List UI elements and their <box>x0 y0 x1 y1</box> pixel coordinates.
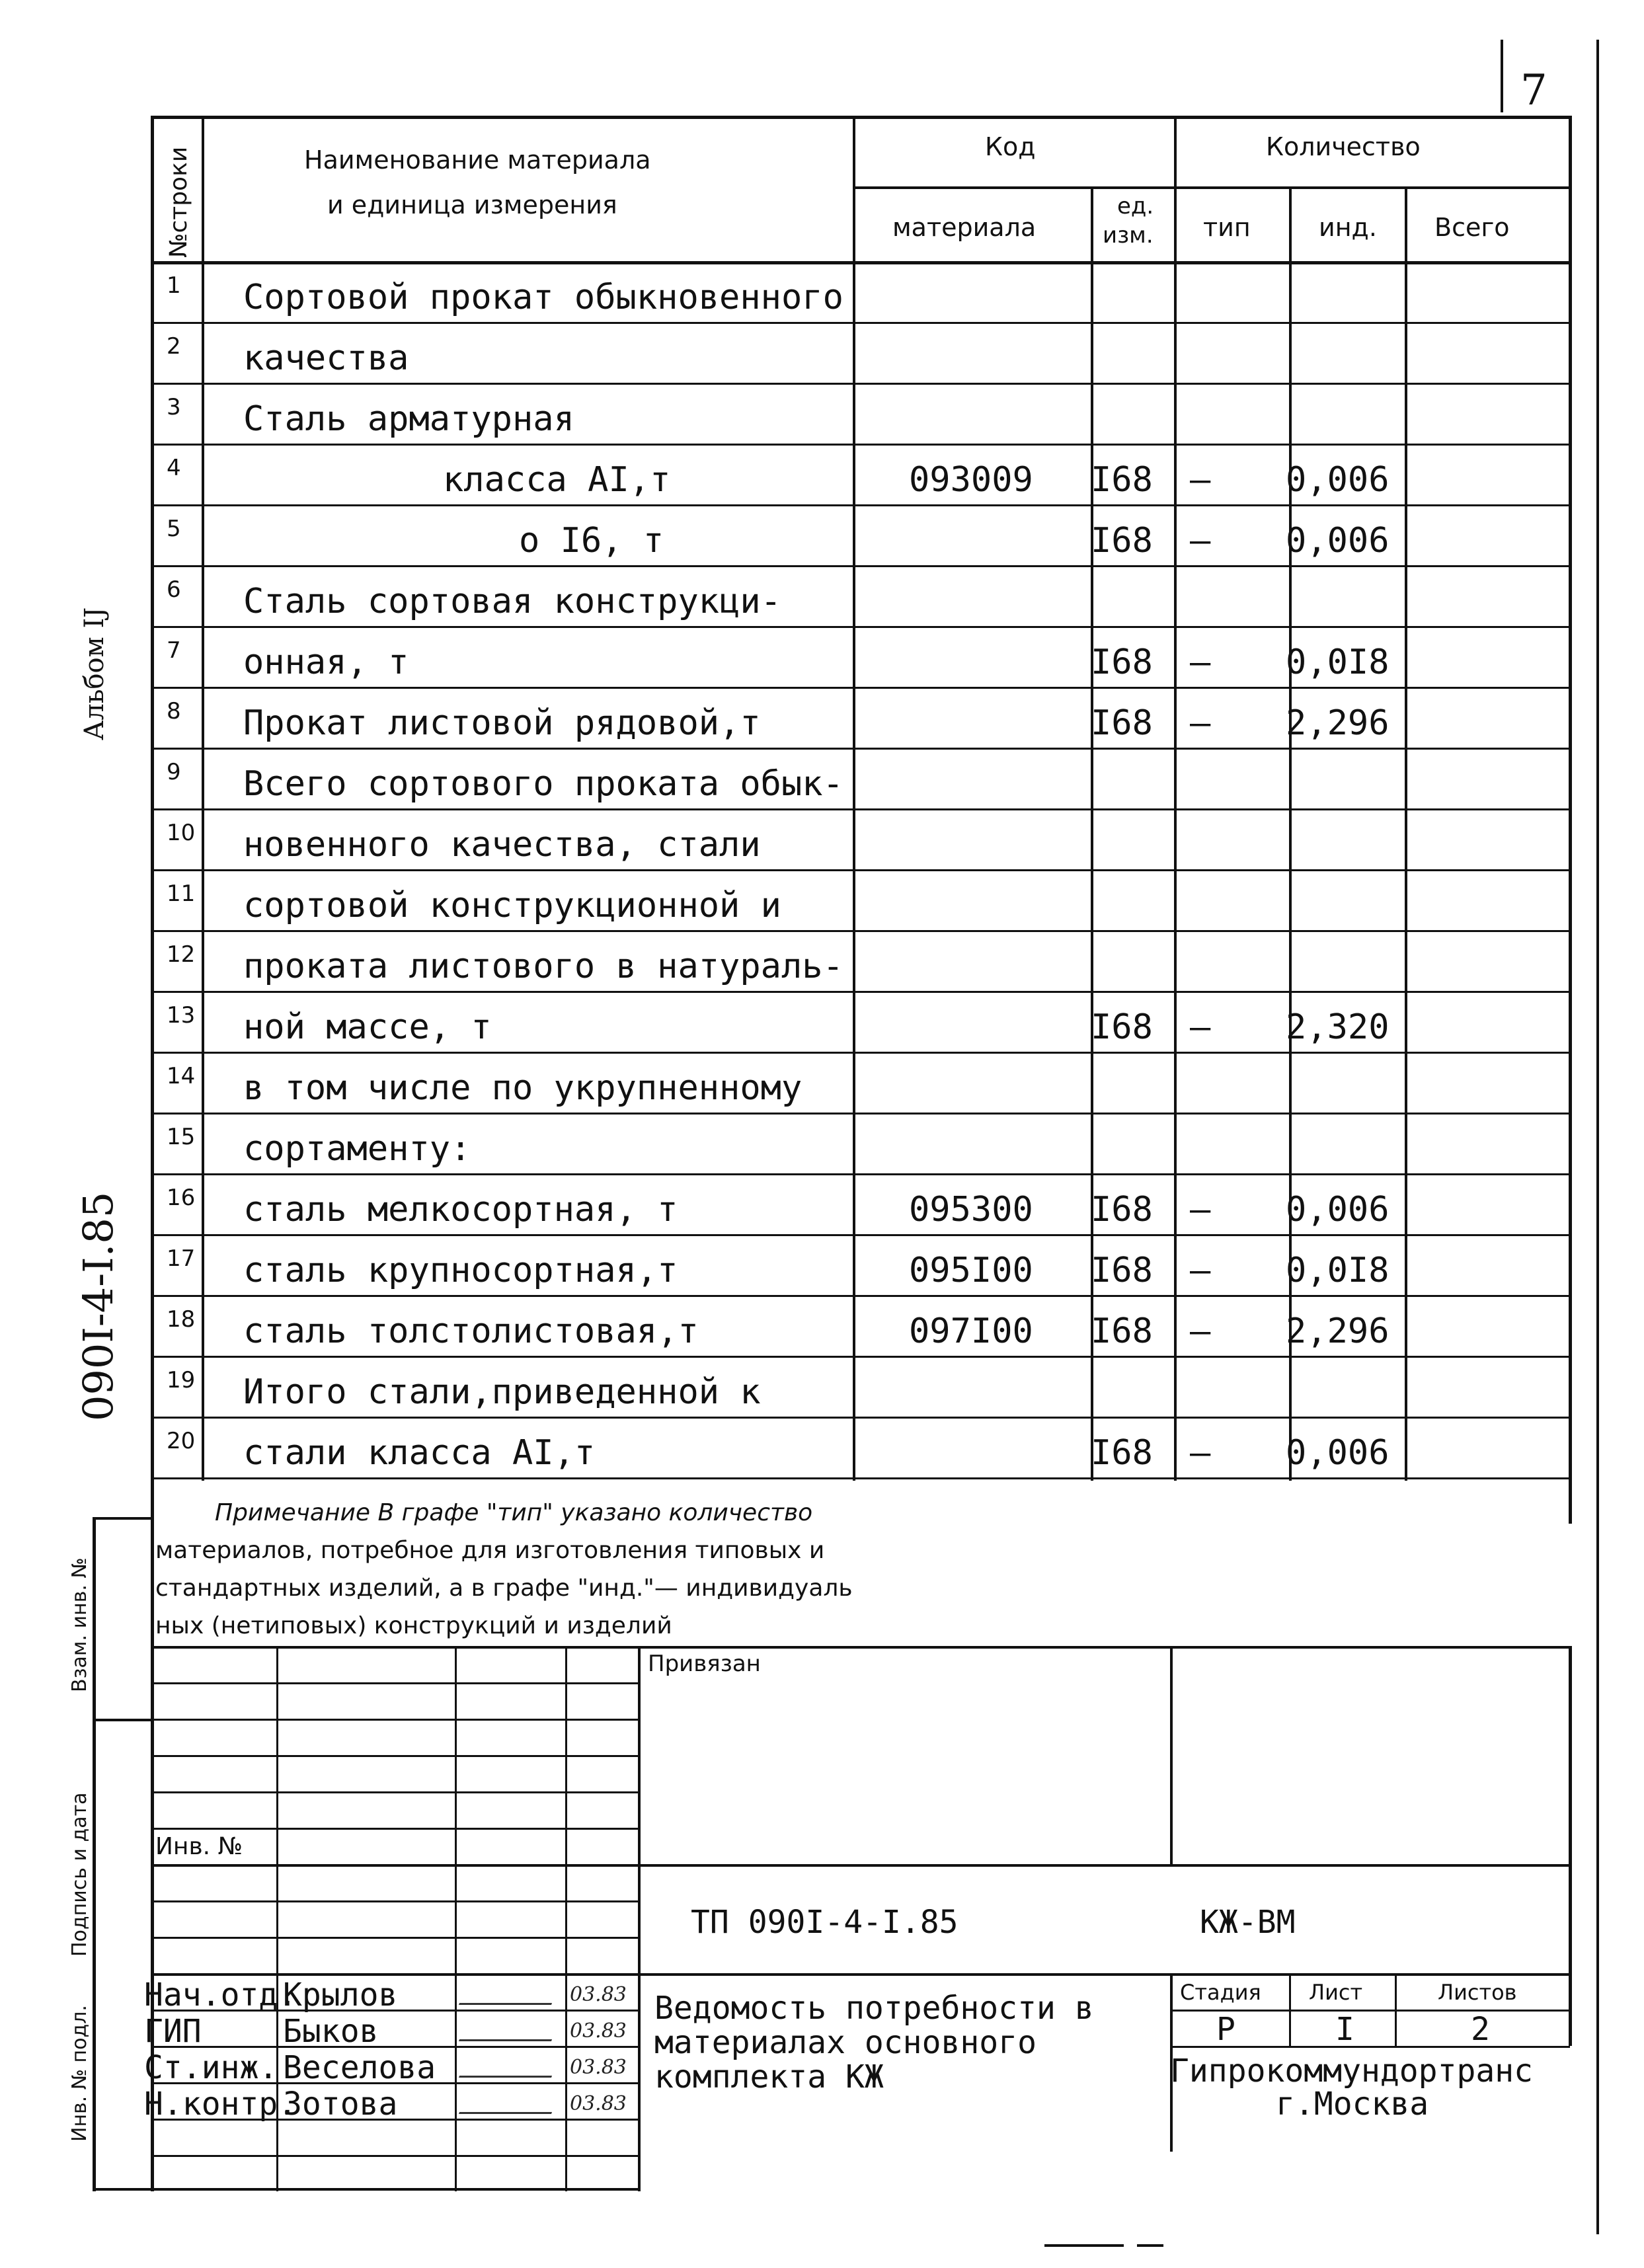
row-number: 15 <box>167 1124 196 1150</box>
row-unit: I68 <box>1091 1190 1153 1230</box>
header-name-line1: Наименование материала <box>304 145 651 175</box>
row-number: 11 <box>167 880 196 907</box>
sheet-label: Лист <box>1309 1980 1363 2005</box>
row-name: новенного качества, стали <box>243 825 761 865</box>
row-unit: I68 <box>1091 521 1153 561</box>
privyazan-label: Привязан <box>648 1651 761 1677</box>
row-number: 5 <box>167 516 181 542</box>
doc-title-line2: материалах основного <box>654 2024 1037 2061</box>
row-name: Итого стали,приведенной к <box>243 1372 761 1412</box>
row-type: – <box>1190 643 1211 682</box>
row-unit: I68 <box>1091 703 1153 743</box>
side-stamp-replace: Взам. инв. № <box>68 1557 91 1692</box>
doc-code: ТП 090I-4-I.85 <box>691 1904 959 1941</box>
signature-date: 03.83 <box>570 1983 627 2006</box>
signature-role: Нач.отд. <box>144 1976 297 2014</box>
row-number: 17 <box>167 1245 196 1272</box>
row-type: – <box>1190 460 1211 500</box>
row-name: сортовой конструкционной и <box>243 886 781 925</box>
handwritten-signature <box>459 1983 559 2005</box>
row-name: Сортовой прокат обыкновенного <box>243 278 843 317</box>
row-code: 093009 <box>909 460 1033 500</box>
row-number: 10 <box>167 820 196 846</box>
row-unit: I68 <box>1091 1311 1153 1351</box>
signature-name: Веселова <box>283 2049 436 2086</box>
row-ind: 0,006 <box>1286 521 1390 561</box>
note-line-2: материалов, потребное для изготовления типовых и <box>155 1537 825 1564</box>
signature-role: Ст.инж. <box>144 2049 278 2086</box>
row-number: 4 <box>167 455 181 481</box>
row-type: – <box>1190 1007 1211 1047</box>
row-ind: 0,0I8 <box>1286 1251 1390 1290</box>
header-type: тип <box>1203 213 1251 242</box>
row-ind: 2,320 <box>1286 1007 1390 1047</box>
inv-no-label: Инв. № <box>155 1833 243 1860</box>
row-ind: 2,296 <box>1286 703 1390 743</box>
row-type: – <box>1190 1251 1211 1290</box>
signature-date: 03.83 <box>570 2092 627 2115</box>
row-unit: I68 <box>1091 1251 1153 1290</box>
sheet-value: I <box>1335 2011 1354 2048</box>
row-name: о I6, т <box>519 521 664 561</box>
row-type: – <box>1190 1190 1211 1230</box>
album-label: Альбом IJ <box>79 607 110 740</box>
row-name: сталь толстолистовая,т <box>243 1311 699 1351</box>
header-code-material: материала <box>892 213 1037 242</box>
row-name: проката листового в натураль- <box>243 947 843 986</box>
row-number: 16 <box>167 1185 196 1211</box>
row-unit: I68 <box>1091 643 1153 682</box>
header-ind: инд. <box>1319 213 1377 242</box>
row-ind: 0,006 <box>1286 1190 1390 1230</box>
row-code: 095300 <box>909 1190 1033 1230</box>
page-number: 7 <box>1520 66 1547 115</box>
row-number: 14 <box>167 1063 196 1089</box>
row-type: – <box>1190 521 1211 561</box>
row-number: 7 <box>167 637 181 664</box>
header-code-unit-1: ед. <box>1117 193 1154 219</box>
doc-mark: КЖ-ВМ <box>1200 1904 1296 1941</box>
org-name-line2: г.Москва <box>1276 2086 1429 2123</box>
row-name: сортаменту: <box>243 1129 471 1169</box>
row-name: класса AI,т <box>443 460 671 500</box>
row-ind: 0,0I8 <box>1286 643 1390 682</box>
row-type: – <box>1190 1311 1211 1351</box>
project-code-side: 090I-4-I.85 <box>74 1191 122 1421</box>
signature-date: 03.83 <box>570 2019 627 2043</box>
org-name-line1: Гипрокоммундортранс <box>1170 2053 1534 2090</box>
row-name: сталь крупносортная,т <box>243 1251 678 1290</box>
row-unit: I68 <box>1091 1007 1153 1047</box>
handwritten-signature <box>459 2092 559 2114</box>
note-line-4: ных (нетиповых) конструкций и изделий <box>155 1612 672 1639</box>
row-name: Прокат листовой рядовой,т <box>243 703 761 743</box>
row-name: качества <box>243 338 409 378</box>
header-row-no: №строки <box>165 146 192 258</box>
row-number: 13 <box>167 1002 196 1029</box>
header-quantity: Количество <box>1266 132 1421 161</box>
row-number: 8 <box>167 698 181 724</box>
header-name-line2: и единица измерения <box>327 190 617 219</box>
row-type: – <box>1190 1433 1211 1473</box>
signature-name: Быков <box>283 2013 379 2050</box>
note-line-3: стандартных изделий, а в графе "инд."— индивидуаль <box>155 1575 853 1602</box>
signature-role: ГИП <box>144 2013 202 2050</box>
row-name: сталь мелкосортная, т <box>243 1190 678 1230</box>
side-stamp-inv: Инв. № подл. <box>68 2005 91 2142</box>
row-number: 3 <box>167 394 181 420</box>
row-name: Сталь сортовая конструкци- <box>243 582 781 621</box>
header-code: Код <box>985 132 1036 161</box>
row-number: 6 <box>167 576 181 603</box>
signature-date: 03.83 <box>570 2056 627 2079</box>
row-number: 18 <box>167 1306 196 1333</box>
doc-title-line1: Ведомость потребности в <box>654 1990 1094 2027</box>
row-type: – <box>1190 703 1211 743</box>
sheets-value: 2 <box>1471 2011 1490 2048</box>
row-name: стали класса AI,т <box>243 1433 596 1473</box>
row-name: Всего сортового проката обык- <box>243 764 843 804</box>
stage-label: Стадия <box>1180 1980 1261 2005</box>
sheets-label: Листов <box>1438 1980 1517 2005</box>
header-code-unit-2: изм. <box>1103 222 1154 249</box>
row-number: 1 <box>167 272 181 299</box>
note-line-1: Примечание В графе "тип" указано количество <box>215 1499 813 1526</box>
row-ind: 2,296 <box>1286 1311 1390 1351</box>
row-number: 19 <box>167 1367 196 1393</box>
row-number: 2 <box>167 333 181 360</box>
signature-name: Зотова <box>283 2086 398 2123</box>
row-unit: I68 <box>1091 460 1153 500</box>
row-name: в том числе по укрупненному <box>243 1068 802 1108</box>
row-number: 12 <box>167 941 196 968</box>
signature-role: Н.контр. <box>144 2086 297 2123</box>
row-name: Сталь арматурная <box>243 399 574 439</box>
row-number: 9 <box>167 759 181 785</box>
signature-name: Крылов <box>283 1976 398 2014</box>
row-name: онная, т <box>243 643 409 682</box>
row-ind: 0,006 <box>1286 460 1390 500</box>
doc-title-line3: комплекта КЖ <box>654 2058 884 2095</box>
row-name: ной массе, т <box>243 1007 492 1047</box>
row-code: 095I00 <box>909 1251 1033 1290</box>
row-number: 20 <box>167 1428 196 1454</box>
stage-value: Р <box>1216 2011 1235 2048</box>
handwritten-signature <box>459 2056 559 2078</box>
row-code: 097I00 <box>909 1311 1033 1351</box>
side-stamp-sign: Подпись и дата <box>68 1792 91 1957</box>
header-total: Всего <box>1434 213 1510 242</box>
row-ind: 0,006 <box>1286 1433 1390 1473</box>
handwritten-signature <box>459 2019 559 2041</box>
row-unit: I68 <box>1091 1433 1153 1473</box>
